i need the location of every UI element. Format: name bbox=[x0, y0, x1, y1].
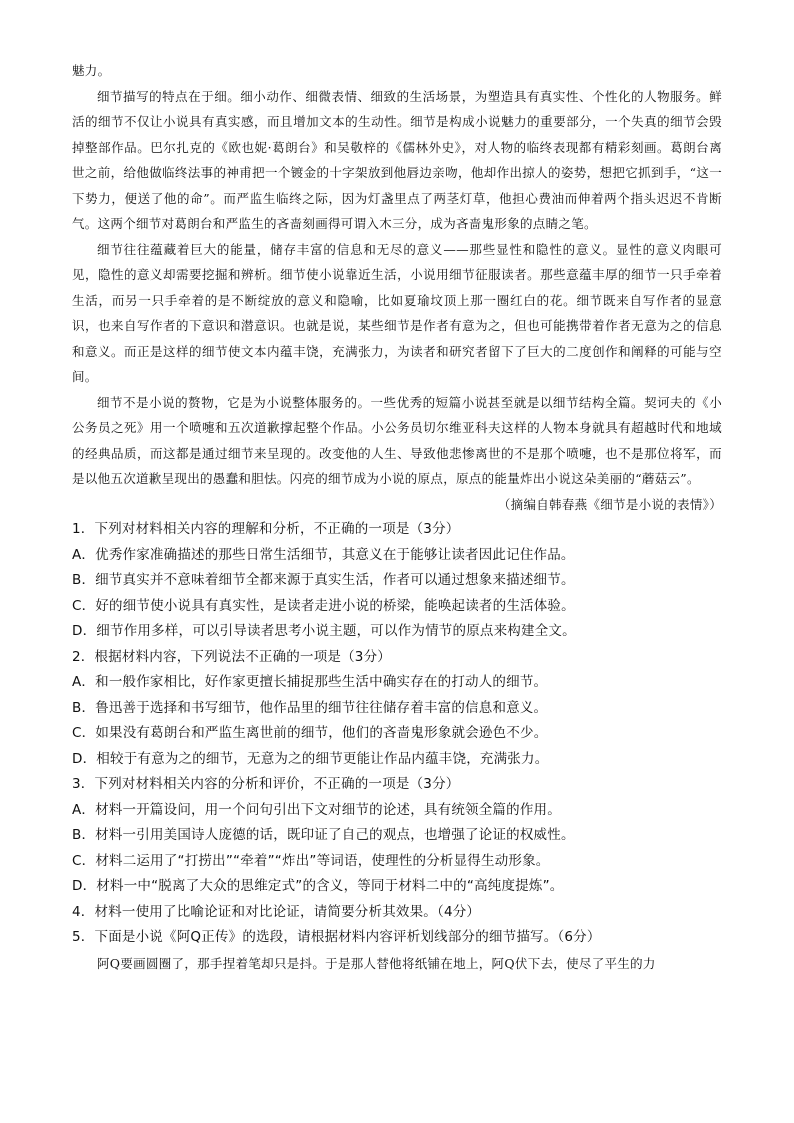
option-b: B．鲁迅善于选择和书写细节，他作品里的细节往往储存着丰富的信息和意义。 bbox=[72, 699, 548, 716]
article-paragraph-1: 细节描写的特点在于细。细小动作、细微表情、细致的生活场景，为塑造具有真实性、个性化的人物服务。鲜活的细节不仅让小说具有真实感，而且增加文本的生动性。细节是构成小说魅力的重要部分，一个失真的细节会毁掉整部作品。巴尔扎克的《欧也妮·葛朗台》和吴敬梓的《儒林外史》，对人物的临终表现都有精彩刻画。葛朗台离世之前，给他做临终法事的神甫把一个镀金的十字架放到他唇边亲吻，他却作出掠人的姿势，想把它抓到手，“这一下势力，便送了他的命”。而严监生临终之际，因为灯盏里点了两茎灯草，他担心费油而伸着两个指头迟迟不肯断气。这两个细节对葛朗台和严监生的吝啬刻画得可谓入木三分，成为吝啬鬼形象的点睛之笔。 bbox=[72, 88, 722, 231]
novel-excerpt: 阿Q要画圆圈了，那手捏着笔却只是抖。于是那人替他将纸铺在地上，阿Q伏下去，使尽了平生的力 bbox=[97, 955, 656, 971]
article-paragraph-2: 细节往往蕴藏着巨大的能量，储存丰富的信息和无尽的意义——那些显性和隐性的意义。显性的意义肉眼可见，隐性的意义却需要挖掘和辨析。细节使小说靠近生活，小说用细节征服读者。那些意蕴丰厚的细节一只手牵着生活，而另一只手牵着的是不断绽放的意义和隐喻，比如夏瑜坟顶上那一圈红白的花。细节既来自写作者的显意识，也来自写作者的下意识和潜意识。也就是说，某些细节是作者有意为之，但也可能携带着作者无意为之的信息和意义。而正是这样的细节使文本内蕴丰饶，充满张力，为读者和研究者留下了巨大的二度创作和阐释的可能与空间。 bbox=[72, 241, 722, 384]
option-c: C．材料二运用了“打捞出”“牵着”“炸出”等词语，使理性的分析显得生动形象。 bbox=[72, 852, 550, 869]
option-d: D．材料一中“脱离了大众的思维定式”的含义，等同于材料二中的“高纯度提炼”。 bbox=[72, 878, 564, 894]
option-c: C．如果没有葛朗台和严监生离世前的细节，他们的吝啬鬼形象就会逊色不少。 bbox=[72, 725, 548, 741]
option-d: D．相较于有意为之的细节，无意为之的细节更能让作品内蕴丰饶，充满张力。 bbox=[72, 750, 549, 767]
question-1 bbox=[72, 517, 722, 645]
question-4 bbox=[72, 900, 722, 926]
article-paragraph-3: 细节不是小说的赘物，它是为小说整体服务的。一些优秀的短篇小说甚至就是以细节结构全篇。契诃夫的《小公务员之死》用一个喷嚏和五次道歉撑起整个作品。小公务员切尔维亚科夫这样的人物本身就具有超越时代和地域的经典品质，而这都是通过细节来呈现的。改变他的人生、导致他悲惨离世的不是那个喷嚏，也不是那位将军，而是以他五次道歉呈现出的愚蠢和胆怯。闪亮的细节成为小说的原点，原点的能量炸出小说这朵美丽的“蘑菇云”。 bbox=[72, 394, 722, 486]
option-b: B．材料一引用美国诗人庞德的话，既印证了自己的观点，也增强了论证的权威性。 bbox=[72, 827, 575, 843]
exam-page bbox=[72, 58, 722, 976]
option-c: C．好的细节使小说具有真实性，是读者走进小说的桥梁，能唤起读者的生活体验。 bbox=[72, 597, 575, 614]
option-d: D．细节作用多样，可以引导读者思考小说主题，可以作为情节的原点来构建全文。 bbox=[72, 623, 576, 639]
question-stem: 4．材料一使用了比喻论证和对比论证，请简要分析其效果。（4分） bbox=[72, 903, 481, 920]
lead-line: 魅力。 bbox=[72, 63, 111, 78]
question-3 bbox=[72, 772, 722, 900]
option-a: A．材料一开篇设问，用一个问句引出下文对细节的论述，具有统领全篇的作用。 bbox=[72, 801, 561, 818]
question-stem: 3．下列对材料相关内容的分析和评价，不正确的一项是（3分） bbox=[72, 776, 460, 792]
question-2 bbox=[72, 645, 722, 773]
question-stem: 5．下面是小说《阿Q正传》的选段，请根据材料内容评析划线部分的细节描写。（6分） bbox=[72, 929, 601, 945]
option-a: A．优秀作家准确描述的那些日常生活细节，其意义在于能够让读者因此记住作品。 bbox=[72, 546, 575, 563]
article-source: （摘编自韩春燕《细节是小说的表情》） bbox=[497, 496, 722, 512]
option-a: A．和一般作家相比，好作家更擅长捕捉那些生活中确实存在的打动人的细节。 bbox=[72, 674, 548, 690]
question-stem: 2．根据材料内容，下列说法不正确的一项是（3分） bbox=[72, 648, 391, 665]
option-b: B．细节真实并不意味着细节全都来源于真实生活，作者可以通过想象来描述细节。 bbox=[72, 572, 575, 588]
question-stem: 1．下列对材料相关内容的理解和分析，不正确的一项是（3分） bbox=[72, 521, 460, 537]
question-5 bbox=[72, 925, 722, 951]
